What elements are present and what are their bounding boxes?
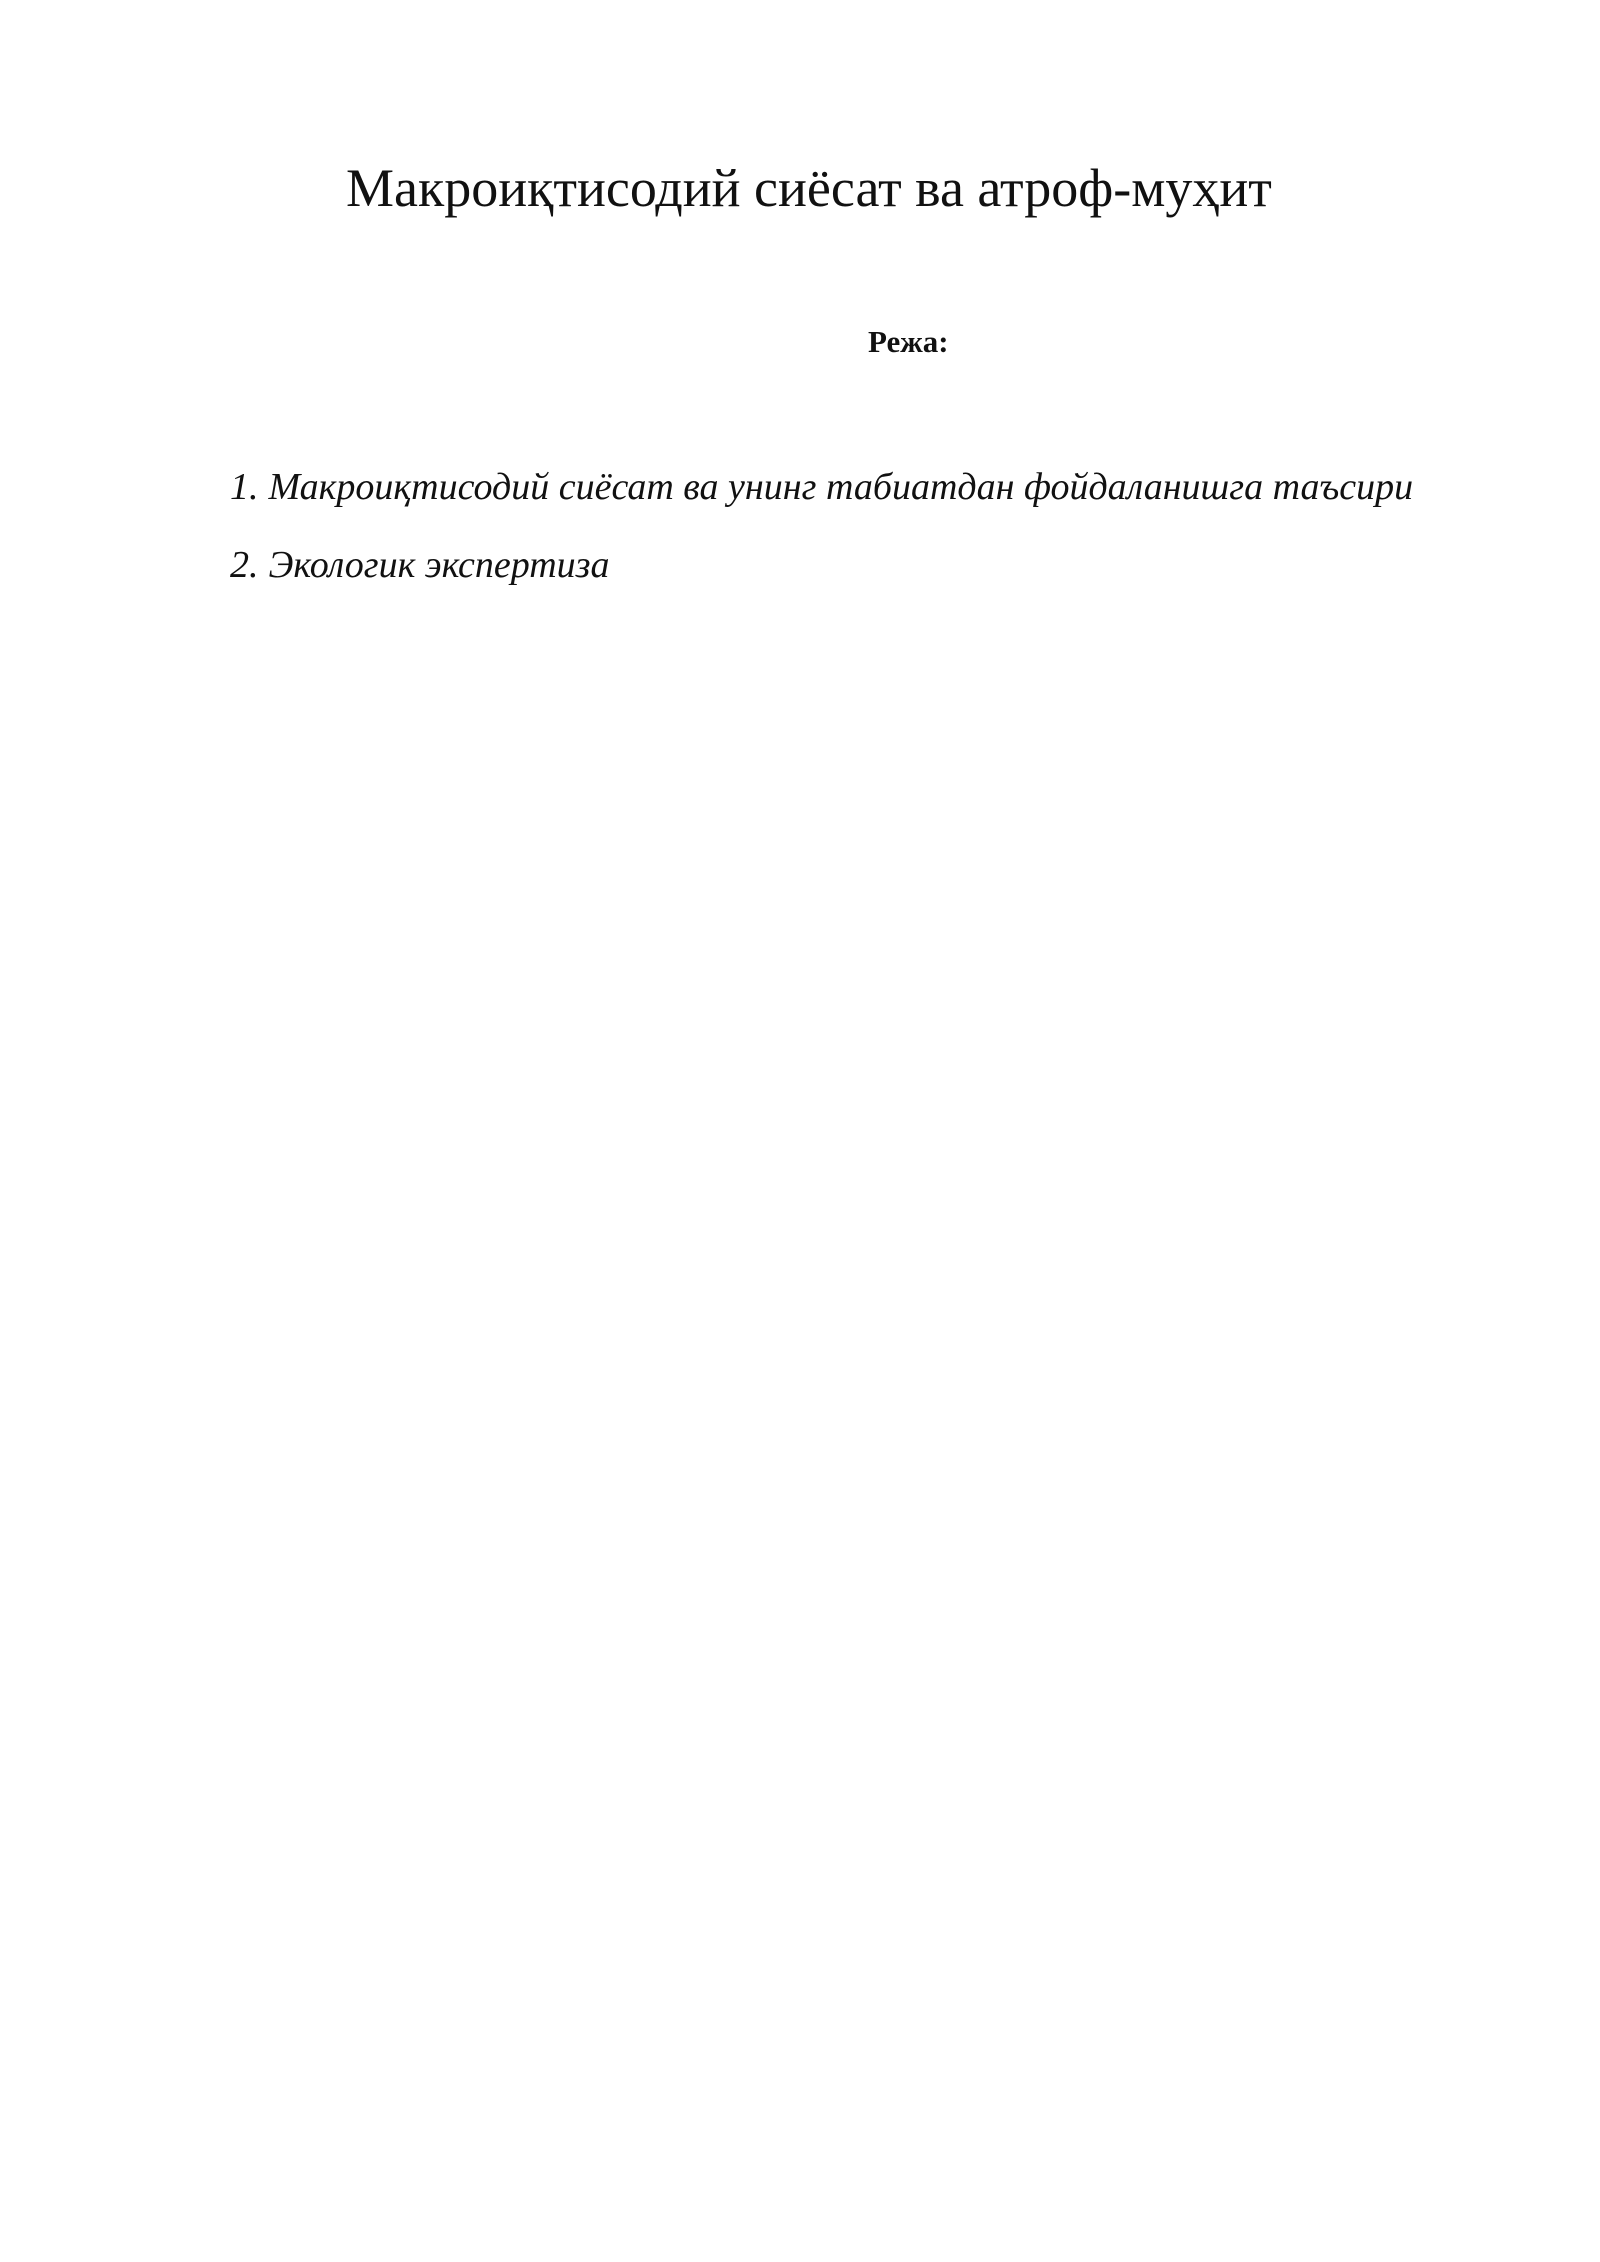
plan-item-2 <box>230 526 1430 604</box>
plan-heading: Режа: <box>868 324 949 359</box>
plan-list <box>230 448 1430 604</box>
page-title: Макроиқтисодий сиёсат ва атроф-муҳит <box>346 158 1272 218</box>
plan-item-text: Экологик экспертиза <box>268 544 610 586</box>
plan-item-number: 1. <box>230 466 259 508</box>
plan-item-text: Макроиқтисодий сиёсат ва унинг табиатдан фойдаланишга таъсири <box>268 466 1414 508</box>
plan-item-number: 2. <box>230 544 259 586</box>
plan-item-1 <box>230 448 1430 526</box>
